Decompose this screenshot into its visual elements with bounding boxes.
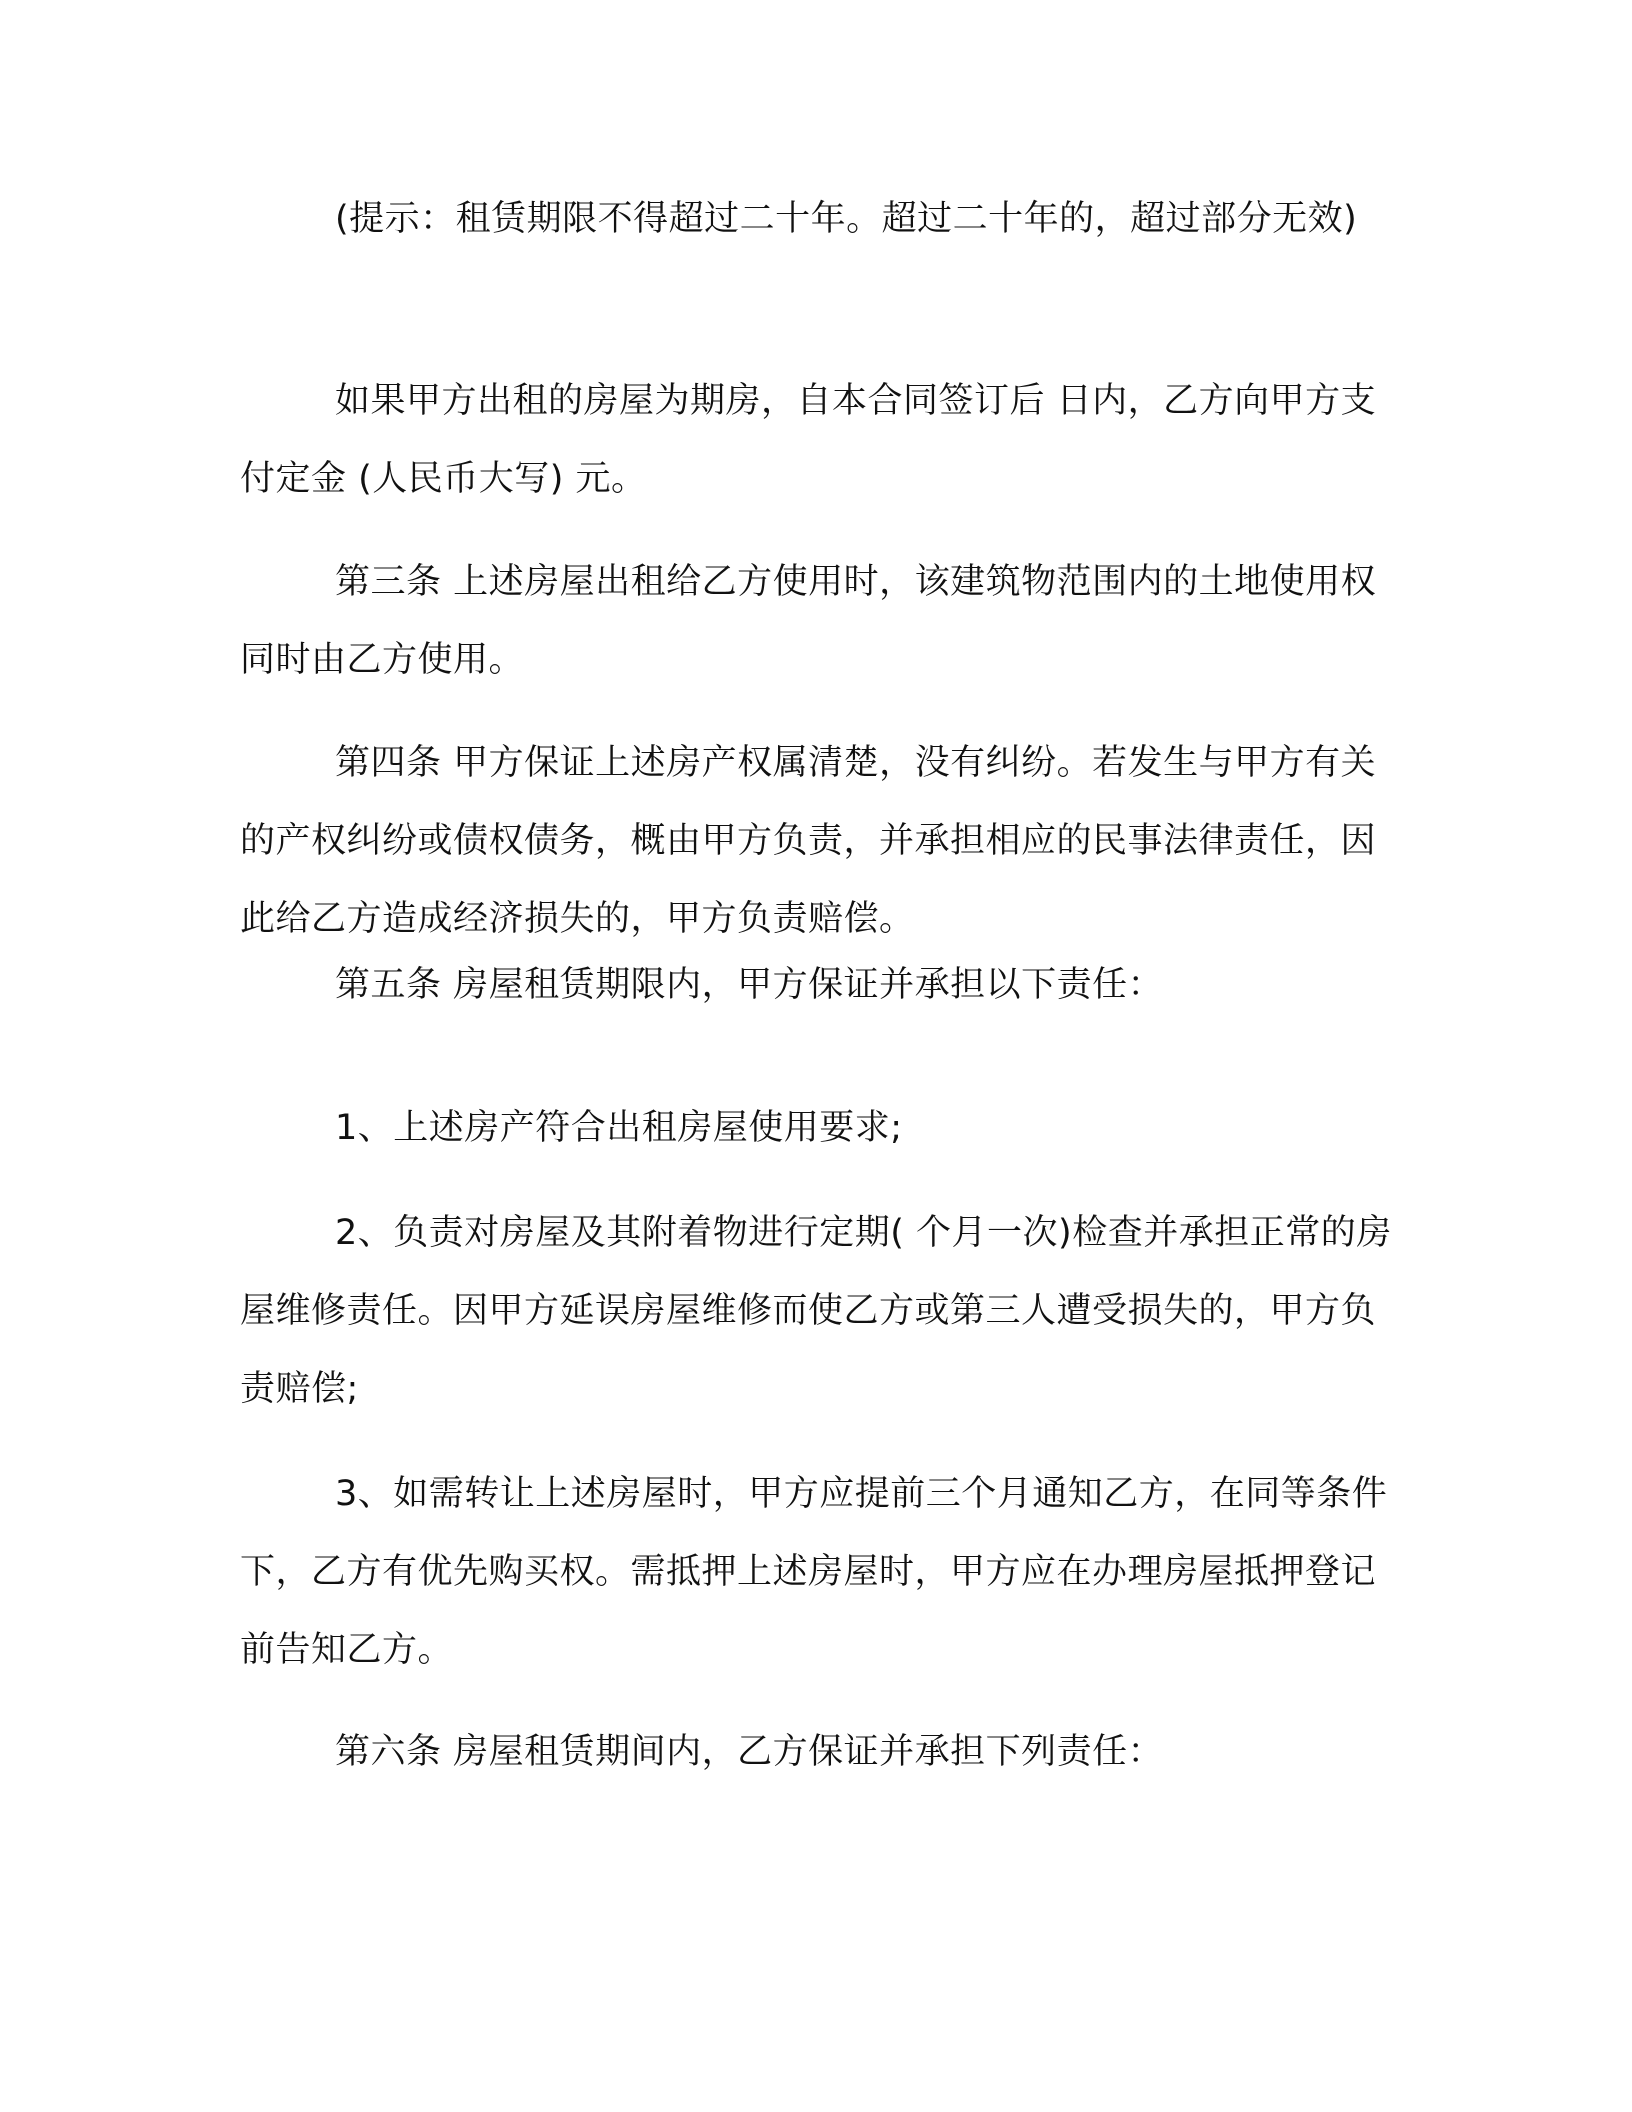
- paragraph-article-3: 第三条 上述房屋出租给乙方使用时，该建筑物范围内的土地使用权同时由乙方使用。: [240, 562, 1377, 680]
- paragraph-article-5-item-2: 2、负责对房屋及其附着物进行定期( 个月一次)检查并承担正常的房屋维修责任。因甲方延误房屋维修而使乙方或第三人遭受损失的，甲方负责赔偿;: [240, 1213, 1392, 1409]
- paragraph-article-5-item-3: 3、如需转让上述房屋时，甲方应提前三个月通知乙方，在同等条件下，乙方有优先购买权。需抵押上述房屋时，甲方应在办理房屋抵押登记前告知乙方。: [240, 1474, 1388, 1670]
- paragraph-article-5-item-1: 1、上述房产符合出租房屋使用要求;: [335, 1108, 903, 1148]
- paragraph-article-4: 第四条 甲方保证上述房产权属清楚，没有纠纷。若发生与甲方有关的产权纠纷或债权债务，概由甲方负责，并承担相应的民事法律责任，因此给乙方造成经济损失的，甲方负责赔偿。: [240, 743, 1377, 939]
- paragraph-deposit-clause: 如果甲方出租的房屋为期房，自本合同签订后 日内，乙方向甲方支付定金 (人民币大写) 元。: [240, 381, 1377, 499]
- paragraph-article-5: 第五条 房屋租赁期限内，甲方保证并承担以下责任：: [335, 965, 1164, 1005]
- paragraph-article-6: 第六条 房屋租赁期间内，乙方保证并承担下列责任：: [335, 1732, 1164, 1772]
- paragraph-lease-term-note: (提示：租赁期限不得超过二十年。超过二十年的，超过部分无效): [335, 199, 1358, 239]
